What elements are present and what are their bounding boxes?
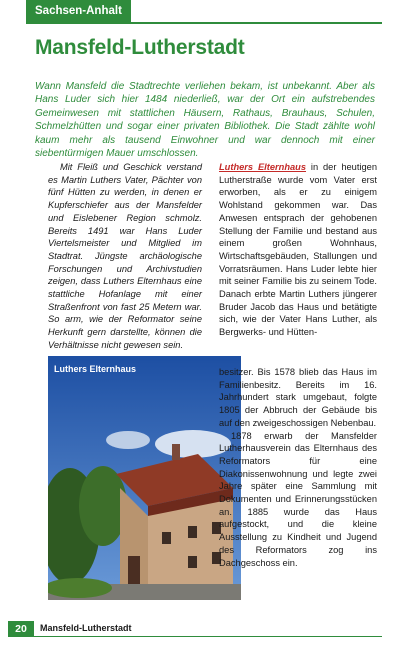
right-column-text-continued [219,366,377,569]
page-number: 20 [8,621,34,637]
footer-section-label: Mansfeld-Lutherstadt [40,623,132,633]
highlight-term: Luthers Elternhaus [219,162,307,172]
region-tab: Sachsen-Anhalt [26,0,131,22]
intro-paragraph: Wann Mansfeld die Stadtrechte verliehen bekam, ist unbekannt. Aber als Hans Luder sich hier 1484 niederließ, war der Ort ein aufstrebendes Gemeinwesen mit stattlichen Häusern, Rathaus, Brauhaus, Schulen, Schmelzhütten und sogar einer privaten Bibliothek. Die Stadt zählte wohl kaum mehr als tausend Einwohner und war dennoch mit einer siebentürmigen Mauer umschlossen. [35,81,375,160]
right-column-paragraph-1: in der heutigen Lutherstraße wurde vom Vater erst erworben, als er zu einigem Wohlstand gekommen war. Das Anwesen entsprach der gehobenen Stellung der Familie und bestand aus einem großen Wohnhaus, Wirtschaftsgebäuden, Stallungen und Vorratsräumen. Hans Luder lebte hier mit seiner Familie bis zu seinem Tode. Danach erbte Martin Luthers jüngerer Bruder Jacob das Haus und betätigte sich, wie der Vater Hans Luther, als Bergwerks- und Hütten- [219,162,377,338]
right-column-paragraph-1-continued: besitzer. Bis 1578 blieb das Haus im Familienbesitz. Bereits im 16. Jahrhundert stark umgebaut, folgte 1805 der Abbruch der Gebäude bis auf den zweigeschossigen Nebenbau. [219,367,377,428]
left-column-paragraph: Mit Fleiß und Geschick verstand es Martin Luthers Vater, Pächter von fünf Hütten zu werden, in denen er Kupferschiefer aus der Mansfelder und Eislebener Region schmolz. Bereits 1491 war Hans Luder Viertelsmeister und Mitglied im Stadtrat. Jüngste archäologische Forschungen und Archivstudien zeigen, dass Luthers Elternhaus eine stattliche Hofanlage mit einer Straßenfront von fast 25 Metern war. So arm, wie der Reformator seine Herkunft gern darstellte, können die Verhältnisse nicht gewesen sein. [48,162,202,350]
page-title: Mansfeld-Lutherstadt [35,36,245,59]
house-photo [48,356,241,600]
right-column-text [219,161,377,339]
photo-caption: Luthers Elternhaus [54,364,137,374]
house-photo-illustration [48,356,241,600]
left-column-text [48,161,202,352]
footer-rule [34,636,382,637]
right-column-paragraph-2: 1878 erwarb der Mansfelder Lutherhausverein das Elternhaus des Reformators für eine Diakonissenwohnung und legte zwei Jahre später eine Sammlung mit Dokumenten und Erinnerungsstücken an. 1885 wurde das Haus aufgestockt, und die kleine Ausstellung zu Kindheit und Jugend des Reformators zog ins Dachgeschoss ein. [219,430,377,568]
header-rule [26,22,382,24]
